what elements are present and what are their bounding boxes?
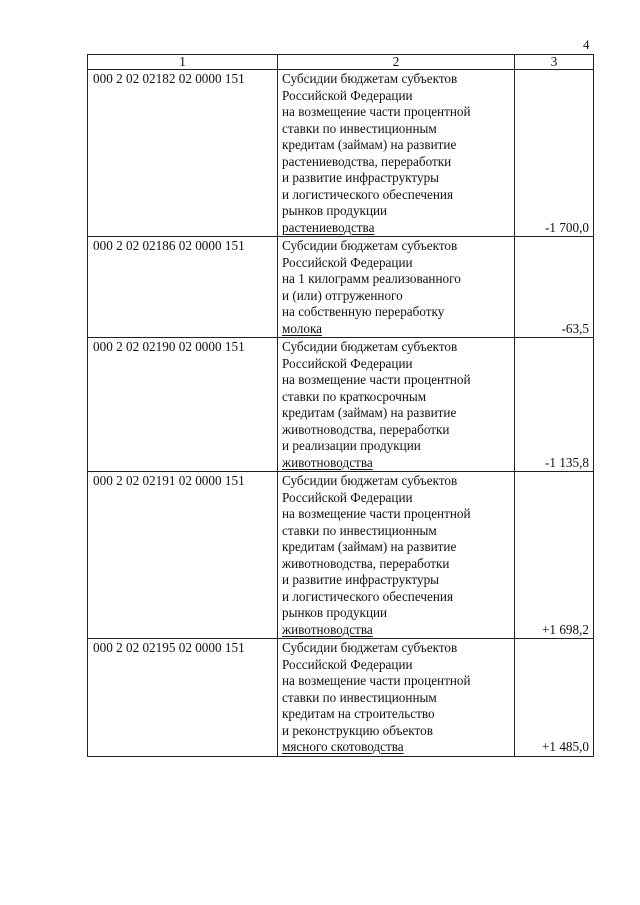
description-line: и развитие инфраструктуры xyxy=(282,170,440,185)
description-line: Субсидии бюджетам субъектов xyxy=(282,473,458,488)
description-line: рынков продукции xyxy=(282,605,388,620)
amount-change: -63,5 xyxy=(515,237,594,338)
description-line: Российской Федерации xyxy=(282,254,413,270)
subsidy-description xyxy=(278,237,515,338)
description-line: животноводства xyxy=(282,621,373,637)
description-line: и (или) отгруженного xyxy=(282,287,403,303)
subsidy-description xyxy=(278,472,515,639)
description-line: Российской Федерации xyxy=(282,489,413,505)
table-row xyxy=(88,639,594,757)
description-line: Российской Федерации xyxy=(282,87,413,103)
description-line: рынков продукции xyxy=(282,203,388,218)
description-line: Российской Федерации xyxy=(282,355,413,371)
classification-code: 000 2 02 02182 02 0000 151 xyxy=(88,70,278,237)
subsidy-description xyxy=(278,639,515,757)
classification-code: 000 2 02 02190 02 0000 151 xyxy=(88,338,278,472)
description-line: ставки по инвестиционным xyxy=(282,522,437,538)
description-line: и логистического обеспечения xyxy=(282,186,454,202)
amount-change: +1 485,0 xyxy=(515,639,594,757)
description-line: ставки по инвестиционным xyxy=(282,120,437,136)
description-line: на возмещение части процентной xyxy=(282,673,471,688)
description-line: кредитам на строительство xyxy=(282,706,435,721)
description-line: ставки по инвестиционным xyxy=(282,689,437,705)
description-line: на возмещение части процентной xyxy=(282,104,471,119)
description-line: на возмещение части процентной xyxy=(282,372,471,387)
header-col-2: 2 xyxy=(278,55,515,70)
description-line: кредитам (займам) на развитие xyxy=(282,137,457,152)
description-line: растениеводства, переработки xyxy=(282,153,452,169)
amount-change: -1 700,0 xyxy=(515,70,594,237)
description-line: и развитие инфраструктуры xyxy=(282,572,440,587)
description-line: растениеводства xyxy=(282,219,375,235)
classification-code: 000 2 02 02195 02 0000 151 xyxy=(88,639,278,757)
description-line: Субсидии бюджетам субъектов xyxy=(282,339,458,354)
description-line: Субсидии бюджетам субъектов xyxy=(282,71,458,86)
subsidy-description xyxy=(278,70,515,237)
description-line: Российской Федерации xyxy=(282,656,413,672)
classification-code: 000 2 02 02186 02 0000 151 xyxy=(88,237,278,338)
description-line: Субсидии бюджетам субъектов xyxy=(282,238,458,253)
amount-change: -1 135,8 xyxy=(515,338,594,472)
page-number: 4 xyxy=(583,37,590,52)
header-col-3: 3 xyxy=(515,55,594,70)
description-line: кредитам (займам) на развитие xyxy=(282,539,457,554)
description-line: животноводства xyxy=(282,454,373,470)
header-col-1: 1 xyxy=(88,55,278,70)
classification-code: 000 2 02 02191 02 0000 151 xyxy=(88,472,278,639)
description-line: молока xyxy=(282,320,323,336)
subsidy-description xyxy=(278,338,515,472)
table-row xyxy=(88,472,594,639)
table-row xyxy=(88,237,594,338)
description-line: на возмещение части процентной xyxy=(282,506,471,521)
description-line: на 1 килограмм реализованного xyxy=(282,271,461,286)
header-row xyxy=(88,55,594,70)
budget-table xyxy=(87,54,594,757)
description-line: и реконструкцию объектов xyxy=(282,722,433,738)
description-line: и логистического обеспечения xyxy=(282,588,454,604)
description-line: мясного скотоводства xyxy=(282,739,404,754)
amount-change: +1 698,2 xyxy=(515,472,594,639)
table-row xyxy=(88,338,594,472)
description-line: ставки по краткосрочным xyxy=(282,388,427,404)
table-row xyxy=(88,70,594,237)
description-line: животноводства, переработки xyxy=(282,555,450,571)
description-line: животноводства, переработки xyxy=(282,421,450,437)
description-line: Субсидии бюджетам субъектов xyxy=(282,640,458,655)
description-line: на собственную переработку xyxy=(282,304,445,319)
table-header xyxy=(88,55,594,70)
description-line: и реализации продукции xyxy=(282,438,421,453)
description-line: кредитам (займам) на развитие xyxy=(282,405,457,420)
table-body xyxy=(88,70,594,757)
